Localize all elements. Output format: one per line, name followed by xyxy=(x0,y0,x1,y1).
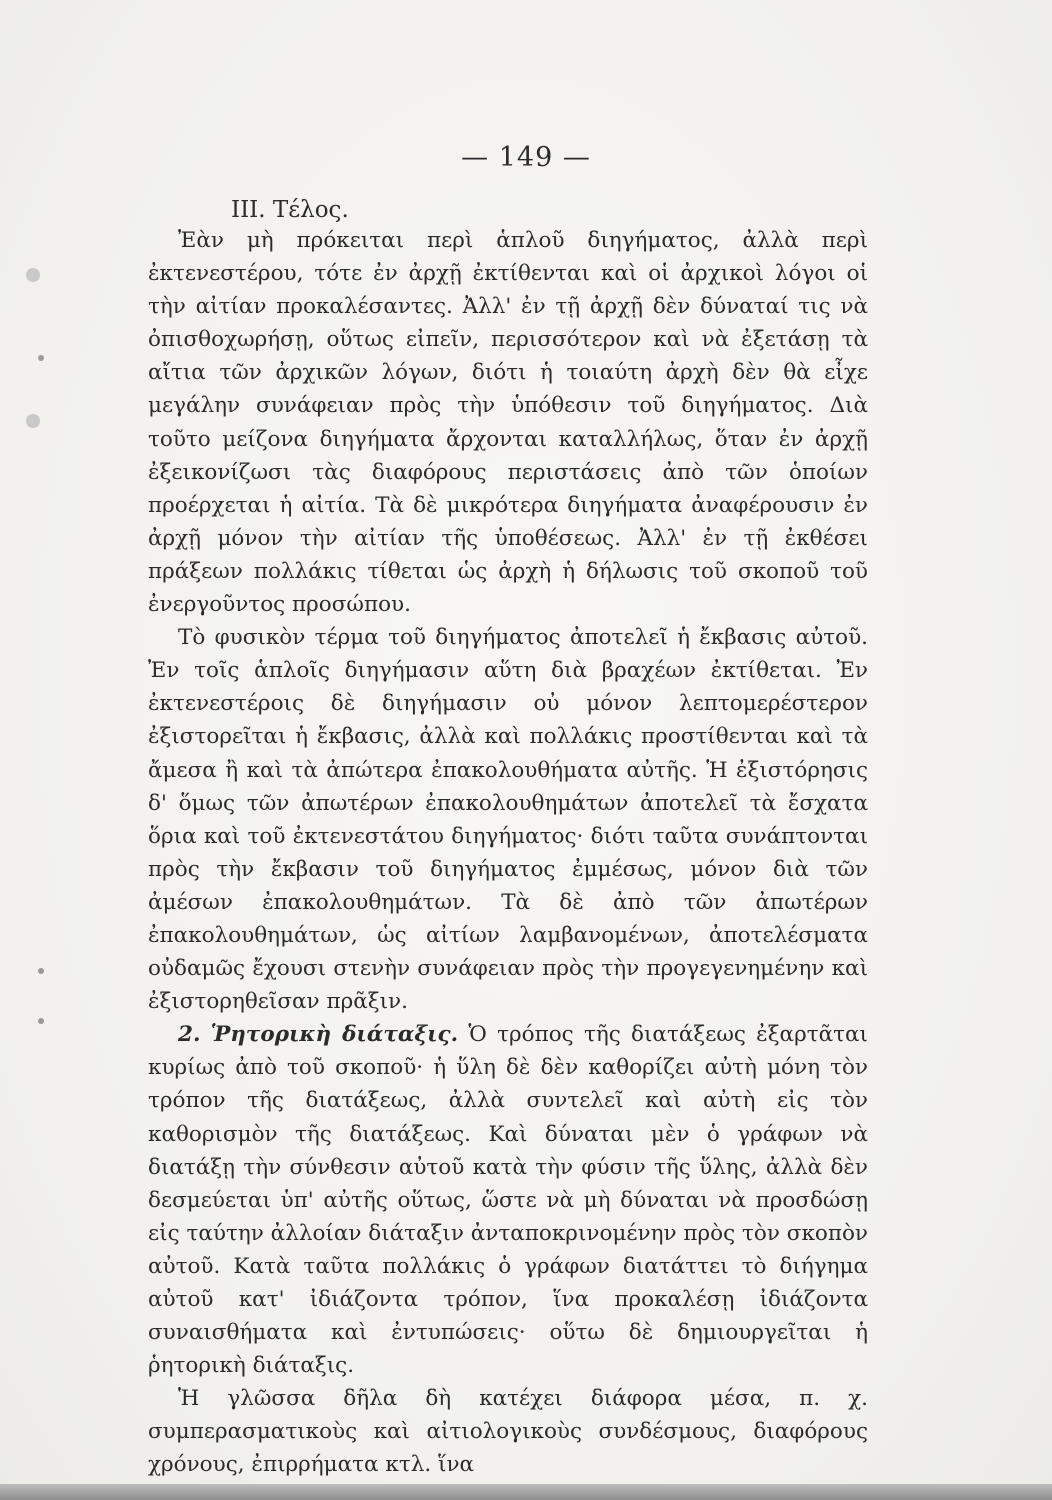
margin-dot xyxy=(38,968,44,974)
margin-dot xyxy=(38,1018,44,1024)
paragraph: Ἡ γλῶσσα δῆλα δὴ κατέχει διάφορα μέσα, π. χ. συμπερασματικοὺς καὶ αἰτιολογικοὺς συνδέσμους, διαφόρους χρόνους, ἐπιρρήματα κτλ. ἵνα xyxy=(148,1386,868,1478)
scan-edge xyxy=(0,1484,1052,1500)
body-text xyxy=(148,224,868,1482)
binding-hole-mark xyxy=(26,414,40,428)
paragraph: Τὸ φυσικὸν τέρμα τοῦ διηγήματος ἀποτελεῖ ἡ ἔκβασις αὐτοῦ. Ἐν τοῖς ἁπλοῖς διηγήμασιν αὕτη διὰ βραχέων ἐκτίθεται. Ἐν ἐκτενεστέροις δὲ διηγήμασιν οὐ μόνον λεπτομερέστερον ἐξιστορεῖται ἡ ἔκβασις, ἀλλὰ καὶ πολλάκις προστίθενται καὶ τὰ ἄμεσα ἢ καὶ τὰ ἀπώτερα ἐπακολουθήματα αὐτῆς. Ἡ ἐξιστόρησις δ' ὅμως τῶν ἀπωτέρων ἐπακολουθημάτων ἀποτελεῖ τὰ ἔσχατα ὅρια καὶ τοῦ ἐκτενεστάτου διηγήματος· διότι ταῦτα συνάπτονται πρὸς τὴν ἔκβασιν τοῦ διηγήματος ἐμμέσως, μόνον διὰ τῶν ἀμέσων ἐπακολουθημάτων. Τὰ δὲ ἀπὸ τῶν ἀπωτέρων ἐπακολουθημάτων, ὡς αἰτίων λαμβανομένων, ἀποτελέσματα οὐδαμῶς ἔχουσι στενὴν συνάφειαν πρὸς τὴν προγεγενημένην καὶ ἐξιστορηθεῖσαν πρᾶξιν. xyxy=(148,625,868,1015)
binding-hole-mark xyxy=(26,268,40,282)
paragraph: Ἐὰν μὴ πρόκειται περὶ ἁπλοῦ διηγήματος, ἀλλὰ περὶ ἐκτενεστέρου, τότε ἐν ἀρχῇ ἐκτίθενται καὶ οἱ ἀρχικοὶ λόγοι οἱ τὴν αἰτίαν προκαλέσαντες. Ἀλλ' ἐν τῇ ἀρχῇ δὲν δύναταί τις νὰ ὀπισθοχωρήσῃ, οὕτως εἰπεῖν, περισσότερον καὶ νὰ ἐξετάσῃ τὰ αἴτια τῶν ἀρχικῶν λόγων, διότι ἡ τοιαύτη ἀρχὴ δὲν θὰ εἶχε μεγάλην συνάφειαν πρὸς τὴν ὑπόθεσιν τοῦ διηγήματος. Διὰ τοῦτο μείζονα διηγήματα ἄρχονται καταλλήλως, ὅταν ἐν ἀρχῇ ἐξεικονίζωσι τὰς διαφόρους περιστάσεις ἀπὸ τῶν ὁποίων προέρχεται ἡ αἰτία. Τὰ δὲ μικρότερα διηγήματα ἀναφέρουσιν ἐν ἀρχῇ μόνον τὴν αἰτίαν τῆς ὑποθέσεως. Ἀλλ' ἐν τῇ ἐκθέσει πράξεων πολλάκις τίθεται ὡς ἀρχὴ ἡ δήλωσις τοῦ σκοποῦ τοῦ ἐνεργοῦντος προσώπου. xyxy=(148,228,868,618)
subsection-number: 2. xyxy=(178,1022,201,1048)
subsection-text: Ὁ τρόπος τῆς διατάξεως ἐξαρτᾶται κυρίως ἀπὸ τοῦ σκοποῦ· ἡ ὕλη δὲ δὲν καθορίζει αὐτὴ μόνη τὸν τρόπον τῆς διατάξεως, ἀλλὰ συντελεῖ καὶ αὐτὴ εἰς τὸν καθορισμὸν τῆς διατάξεως. Καὶ δύναται μὲν ὁ γράφων νὰ διατάξῃ τὴν σύνθεσιν αὐτοῦ κατὰ τὴν φύσιν τῆς ὕλης, ἀλλὰ δὲν δεσμεύεται ὑπ' αὐτῆς οὕτως, ὥστε νὰ μὴ δύναται νὰ προσδώσῃ εἰς ταύτην ἀλλοίαν διάταξιν ἀνταποκρινομένην πρὸς τὸν σκοπὸν αὐτοῦ. Κατὰ ταῦτα πολλάκις ὁ γράφων διατάττει τὸ διήγημα αὐτοῦ κατ' ἰδιάζοντα τρόπον, ἵνα προκαλέσῃ ἰδιάζοντα συναισθήματα καὶ ἐντυπώσεις· οὕτω δὲ δημιουργεῖται ἡ ῥητορικὴ διάταξις. xyxy=(148,1022,868,1379)
margin-dot xyxy=(38,355,44,361)
subsection-paragraph xyxy=(148,1018,868,1382)
section-heading: III. Τέλος. xyxy=(231,197,349,223)
page-number: — 149 — xyxy=(461,142,591,173)
subsection-title: Ῥητορικὴ διάταξις. xyxy=(210,1022,459,1048)
